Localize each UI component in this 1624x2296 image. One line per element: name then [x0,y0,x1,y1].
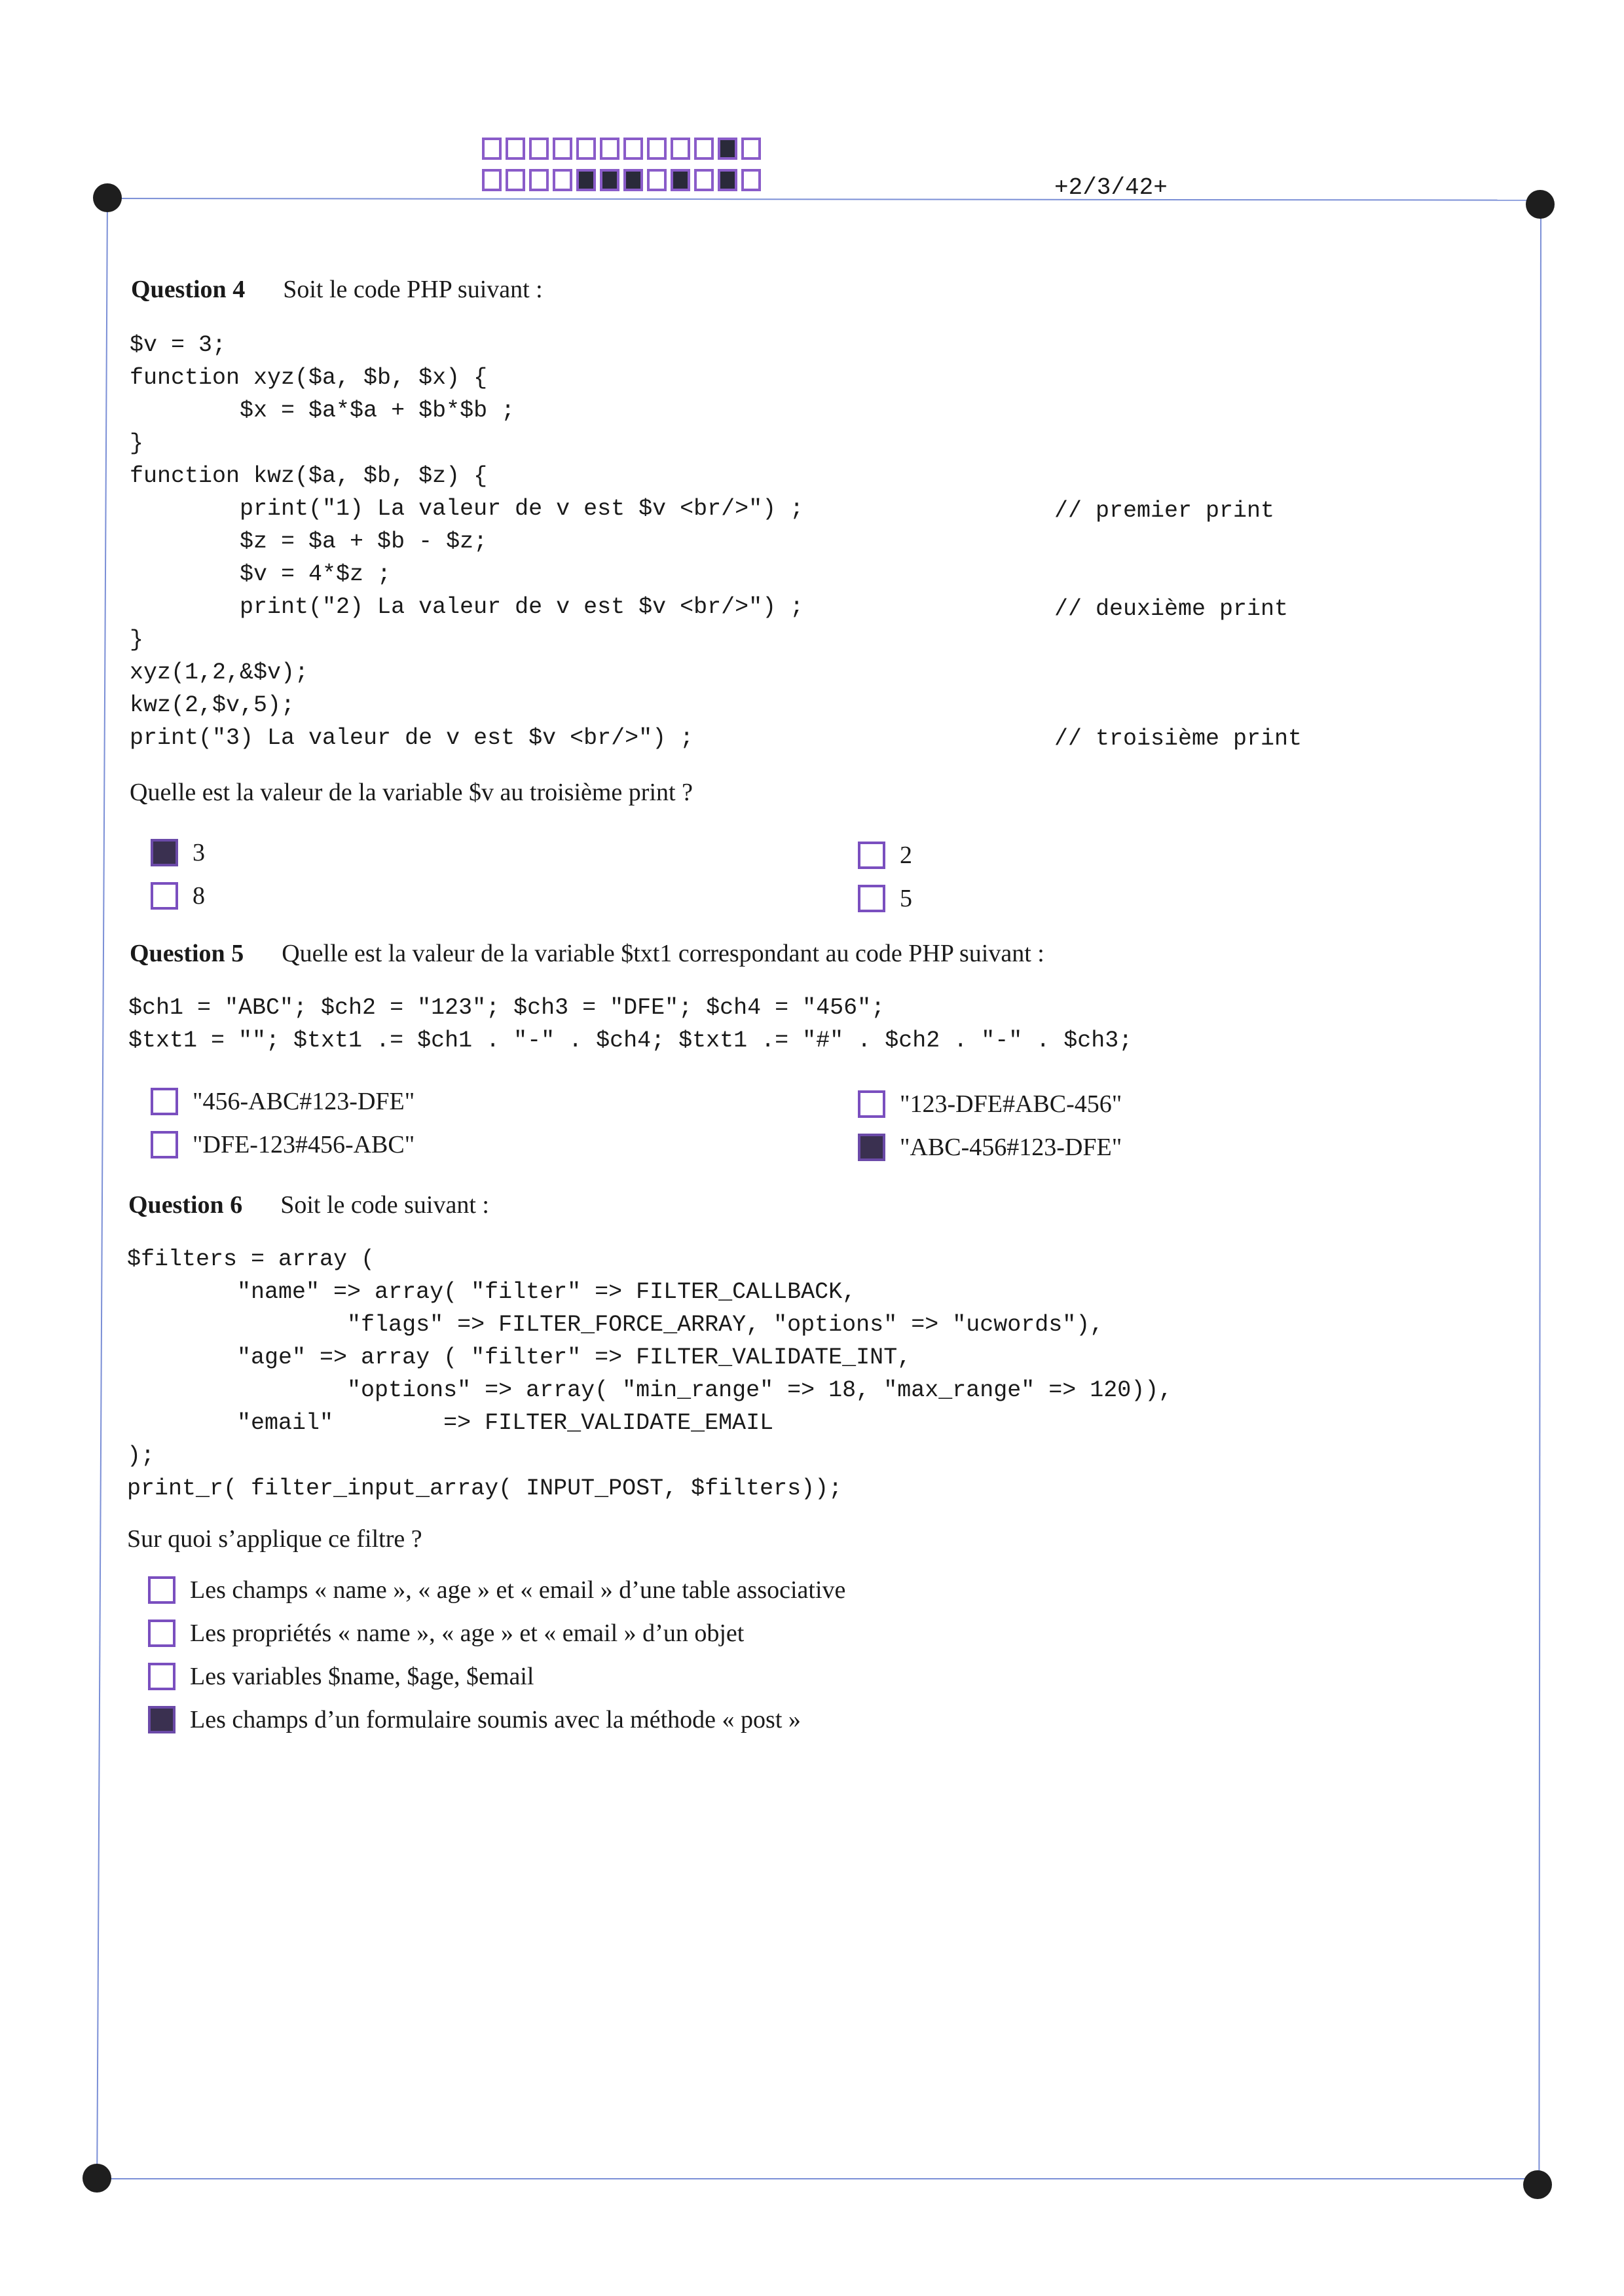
option-label: Les propriétés « name », « age » et « email » d’un objet [190,1620,745,1647]
q5-opt-1[interactable] [858,1090,885,1118]
option-label: "ABC-456#123-DFE" [900,1134,1122,1161]
q4-opt-1[interactable] [858,842,885,869]
q4-option-8[interactable] [151,881,205,910]
option-label: Les champs « name », « age » et « email » d’une table associative [190,1576,846,1604]
question-5-label: Question 5 [130,940,244,967]
option-label: "DFE-123#456-ABC" [193,1131,415,1158]
barcode-cell [671,138,690,160]
q6-opt-2[interactable] [148,1663,175,1690]
q4-option-2[interactable] [858,841,912,870]
option-label: 2 [900,842,912,869]
q6-option-b[interactable] [148,1619,744,1648]
barcode-cell [671,169,690,191]
question-6-header [128,1191,489,1219]
q6-opt-0[interactable] [148,1576,175,1604]
question-5-code: $ch1 = "ABC"; $ch2 = "123"; $ch3 = "DFE"; $ch4 = "456"; $txt1 = ""; $txt1 .= $ch1 . "-" . $ch4; $txt1 .= "#" . $ch2 . "-" . $ch3; [128,995,1133,1054]
option-label: Les champs d’un formulaire soumis avec la méthode « post » [190,1706,801,1733]
option-label: 3 [193,839,205,866]
barcode-cell [553,138,572,160]
comment-premier-print: // premier print [1054,498,1275,524]
q5-option-c[interactable] [151,1130,415,1159]
frame-top-line [108,198,1541,201]
question-4-intro: Soit le code PHP suivant : [283,276,543,303]
barcode-cell [529,138,549,160]
question-4-code: $v = 3; function xyz($a, $b, $x) { $x = $a*$a + $b*$b ; } function kwz($a, $b, $z) { print("1) La valeur de v est $v <br/>") ; $z = $a + $b - $z; $v = 4*$z ; print("2) La valeur de v est $v <br/>") ; } xyz(1,2,&$v); kwz(2,$v,5); print("3) La valeur de v est $v <br/>") ; [130,332,804,751]
corner-marker-top-right [1526,190,1555,219]
question-6-label: Question 6 [128,1191,243,1219]
option-label: Les variables $name, $age, $email [190,1663,534,1690]
barcode-cell [576,169,596,191]
question-5-intro: Quelle est la valeur de la variable $txt1 correspondant au code PHP suivant : [282,940,1044,967]
question-4-prompt: Quelle est la valeur de la variable $v au troisième print ? [130,779,693,806]
barcode-cell [482,169,502,191]
barcode-cell [647,169,667,191]
question-6-prompt: Sur quoi s’applique ce filtre ? [127,1525,422,1553]
comment-deuxieme-print: // deuxième print [1054,596,1289,622]
barcode-cell [647,138,667,160]
barcode-cell [506,169,525,191]
question-4-label: Question 4 [131,276,246,303]
option-label: 8 [193,882,205,910]
barcode-cell [576,138,596,160]
question-6-code: $filters = array ( "name" => array( "filter" => FILTER_CALLBACK, "flags" => FILTER_FORCE_ARRAY, "options" => "ucwords"), "age" => array ( "filter" => FILTER_VALIDATE_INT, "options" => array( "min_range" => 18, "max_range" => 120)), "email" => FILTER_VALIDATE_EMAIL ); print_r( filter_input_array( INPUT_POST, $filters)); [127,1246,1173,1502]
corner-marker-bottom-right [1523,2170,1552,2199]
page-id: +2/3/42+ [1054,174,1168,201]
q5-opt-0[interactable] [151,1088,178,1115]
barcode-cell [506,138,525,160]
comment-troisieme-print: // troisième print [1054,726,1302,752]
frame-bottom-line [97,2178,1538,2179]
option-label: "123-DFE#ABC-456" [900,1090,1122,1118]
q6-option-a[interactable] [148,1576,845,1604]
q4-option-5[interactable] [858,884,912,913]
frame-right-line [1538,204,1541,2178]
question-4-header [131,275,543,304]
q4-opt-3[interactable] [858,885,885,912]
q5-option-b[interactable] [858,1090,1122,1119]
option-label: "456-ABC#123-DFE" [193,1088,415,1115]
q6-opt-1[interactable] [148,1620,175,1647]
barcode-cell [600,169,619,191]
q5-option-a[interactable] [151,1087,415,1116]
corner-marker-top-left [93,183,122,212]
barcode-cell [741,169,761,191]
barcode-cell [482,138,502,160]
q4-opt-2[interactable] [151,882,178,910]
barcode-cell [718,169,737,191]
barcode-row-1 [482,138,765,160]
barcode-cell [529,169,549,191]
q6-option-c[interactable] [148,1662,534,1691]
q5-option-d[interactable] [858,1133,1122,1162]
barcode-cell [718,138,737,160]
question-5-header [130,939,1044,968]
barcode-cell [694,169,714,191]
barcode-row-2 [482,169,765,191]
option-label: 5 [900,885,912,912]
barcode-cell [600,138,619,160]
barcode-cell [623,169,643,191]
q6-opt-3[interactable] [148,1706,175,1733]
q5-opt-3[interactable] [858,1134,885,1161]
q4-option-3[interactable] [151,838,205,867]
barcode-cell [741,138,761,160]
barcode-cell [623,138,643,160]
barcode-cell [553,169,572,191]
q4-opt-0[interactable] [151,839,178,866]
frame-left-line [96,198,108,2178]
q5-opt-2[interactable] [151,1131,178,1158]
question-6-intro: Soit le code suivant : [280,1191,489,1219]
corner-marker-bottom-left [83,2164,111,2193]
q6-option-d[interactable] [148,1705,801,1734]
barcode-cell [694,138,714,160]
